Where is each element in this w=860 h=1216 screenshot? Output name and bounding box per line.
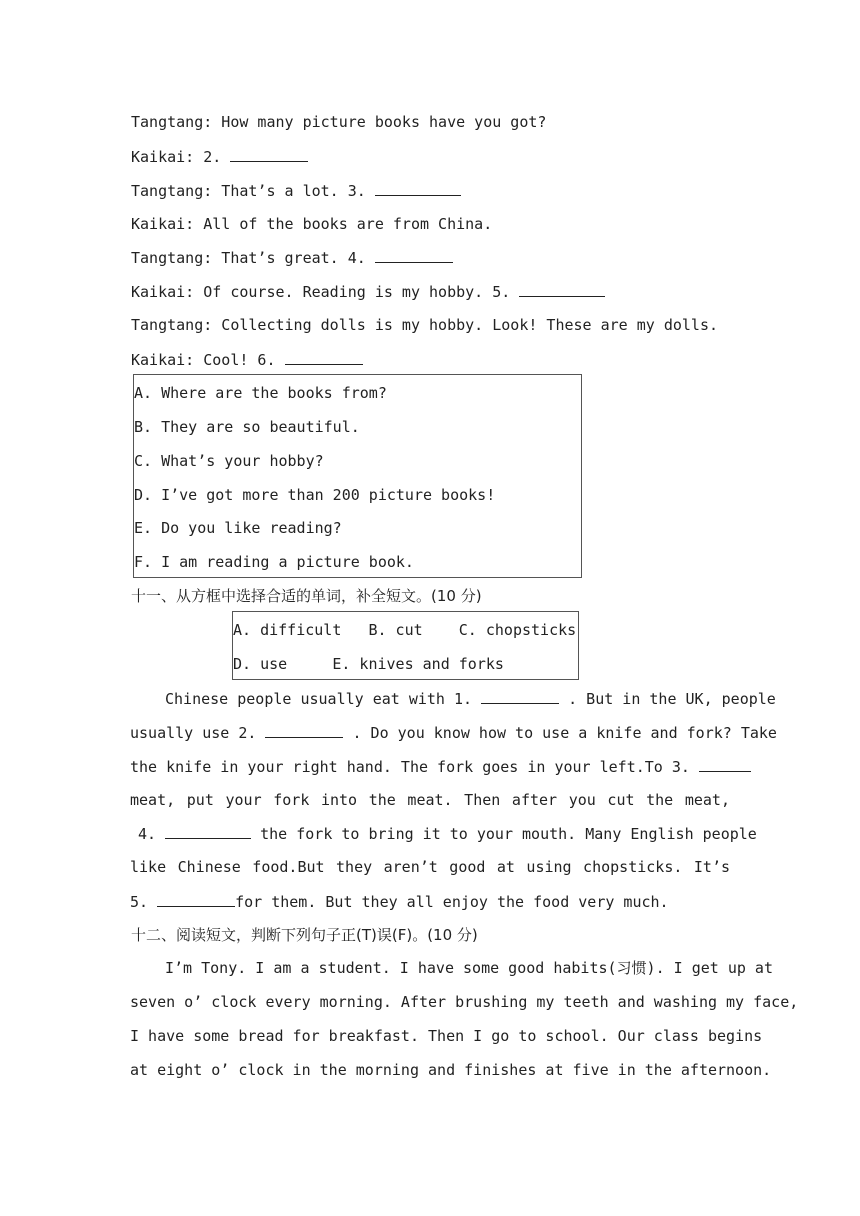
passage-line: usually use 2. . Do you know how to use a knife and fork? Take [130,724,777,742]
option-b: B. They are so beautiful. [134,418,360,436]
option-f: F. I am reading a picture book. [134,553,414,571]
option-a: A. Where are the books from? [134,384,387,402]
passage-line: Chinese people usually eat with 1. . But in the UK, people [165,690,776,708]
dialogue-line: Kaikai: All of the books are from China. [131,215,493,233]
reading-line: seven o’ clock every morning. After brushing my teeth and washing my face, [130,993,799,1011]
answer-blank[interactable] [265,722,343,738]
passage-line: meat, put your fork into the meat. Then after you cut the meat, [130,791,730,809]
reading-line: I’m Tony. I am a student. I have some good habits(习惯). I get up at [165,959,773,977]
reading-line: I have some bread for breakfast. Then I go to school. Our class begins [130,1027,763,1045]
dialogue-line: Tangtang: How many picture books have you got? [131,113,547,131]
answer-blank[interactable] [165,823,251,839]
answer-blank[interactable] [375,180,461,196]
answer-blank[interactable] [519,281,605,297]
passage-line: like Chinese food.But they aren’t good at using chopsticks. It’s [130,858,730,876]
passage-line: the knife in your right hand. The fork goes in your left.To 3. [130,756,730,777]
passage-line: 5. for them. But they all enjoy the food very much. [130,893,669,911]
word-box-row: D. use E. knives and forks [233,655,504,673]
dialogue-line: Tangtang: Collecting dolls is my hobby. Look! These are my dolls. [131,316,718,334]
answer-blank[interactable] [481,688,559,704]
answer-blank[interactable] [699,756,751,772]
reading-line: at eight o’ clock in the morning and finishes at five in the afternoon. [130,1061,772,1079]
dialogue-line: Tangtang: That’s great. 4. [131,247,453,268]
answer-blank[interactable] [285,349,363,365]
option-c: C. What’s your hobby? [134,452,324,470]
dialogue-line: Tangtang: That’s a lot. 3. [131,180,461,201]
dialogue-line: Kaikai: Of course. Reading is my hobby. 5. [131,281,605,302]
options-box [133,374,582,578]
word-box-row: A. difficult B. cut C. chopsticks [233,621,577,639]
option-e: E. Do you like reading? [134,519,342,537]
passage-line: 4. the fork to bring it to your mouth. Many English people [138,825,757,843]
dialogue-line: Kaikai: Cool! 6. [131,349,363,370]
answer-blank[interactable] [157,891,235,907]
option-d: D. I’ve got more than 200 picture books! [134,486,496,504]
section-12-heading: 十二、阅读短文，判断下列句子正(T)误(F)。(10 分) [131,926,478,944]
answer-blank[interactable] [230,146,308,162]
answer-blank[interactable] [375,247,453,263]
dialogue-line: Kaikai: 2. [131,146,308,167]
section-11-heading: 十一、从方框中选择合适的单词，补全短文。(10 分) [131,587,482,605]
